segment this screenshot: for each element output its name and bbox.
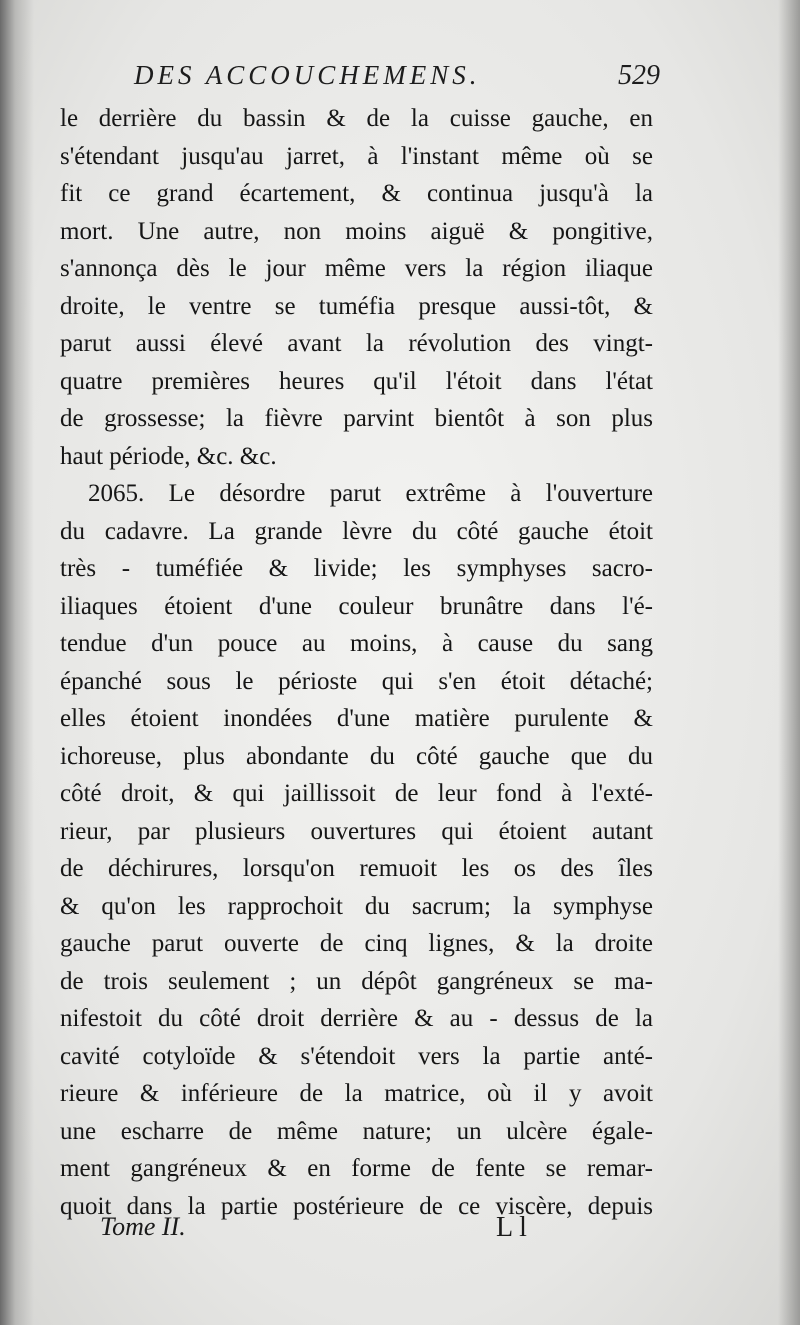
gutter-shadow — [0, 0, 34, 1325]
text-line: rieur, par plusieurs ouvertures qui étoient autant — [60, 817, 653, 845]
text-line: du cadavre. La grande lèvre du côté gauche étoit — [60, 517, 653, 545]
text-line: nifestoit du côté droit derrière & au - dessus de la — [60, 1005, 653, 1032]
body-text — [60, 100, 653, 1225]
text-line: gauche parut ouverte de cinq lignes, & la droite — [60, 930, 653, 957]
text-line: iliaques étoient d'une couleur brunâtre dans l'é- — [60, 592, 653, 620]
running-title: DES ACCOUCHEMENS. — [134, 60, 481, 90]
text-line: s'étendant jusqu'au jarret, à l'instant même où se — [60, 142, 653, 170]
paragraph-start-line: 2065. Le désordre parut extrême à l'ouverture — [88, 480, 653, 507]
page-footer — [100, 1212, 640, 1252]
text-line: le derrière du bassin & de la cuisse gauche, en — [60, 105, 653, 132]
text-line: de grossesse; la fièvre parvint bientôt à son plus — [60, 405, 653, 432]
text-line: droite, le ventre se tuméfia presque aussi-tôt, & — [60, 292, 653, 320]
signature-mark: Ll — [496, 1212, 533, 1243]
text-line: haut période, &c. &c. — [60, 442, 277, 470]
text-line: tendue d'un pouce au moins, à cause du sang — [60, 630, 653, 657]
page-edge-shadow — [778, 0, 800, 1325]
text-line: cavité cotyloïde & s'étendoit vers la partie anté- — [60, 1042, 653, 1070]
text-line: ment gangréneux & en forme de fente se remar- — [60, 1155, 653, 1182]
text-line: mort. Une autre, non moins aiguë & pongitive, — [60, 217, 653, 245]
text-line: fit ce grand écartement, & continua jusqu'à la — [60, 180, 653, 207]
text-line: très - tuméfiée & livide; les symphyses sacro- — [60, 555, 653, 582]
text-line: côté droit, & qui jaillissoit de leur fond à l'exté- — [60, 780, 653, 807]
page-number: 529 — [618, 60, 660, 91]
text-line: de trois seulement ; un dépôt gangréneux se ma- — [60, 967, 653, 995]
text-line: une escharre de même nature; un ulcère égale- — [60, 1117, 653, 1145]
text-line: de déchirures, lorsqu'on remuoit les os des îles — [60, 855, 653, 882]
text-line: quoit dans la partie postérieure de ce viscère, depuis — [60, 1192, 653, 1220]
text-line: parut aussi élevé avant la révolution des vingt- — [60, 330, 653, 357]
volume-label: Tome II. — [100, 1212, 186, 1241]
text-line: rieure & inférieure de la matrice, où il y avoit — [60, 1080, 653, 1107]
text-line: s'annonça dès le jour même vers la région iliaque — [60, 255, 653, 282]
text-line: & qu'on les rapprochoit du sacrum; la symphyse — [60, 892, 653, 920]
text-line: elles étoient inondées d'une matière purulente & — [60, 705, 653, 732]
running-head — [60, 58, 660, 98]
text-line: épanché sous le périoste qui s'en étoit détaché; — [60, 667, 653, 695]
text-line: ichoreuse, plus abondante du côté gauche que du — [60, 742, 653, 770]
text-line: quatre premières heures qu'il l'étoit dans l'état — [60, 367, 653, 395]
